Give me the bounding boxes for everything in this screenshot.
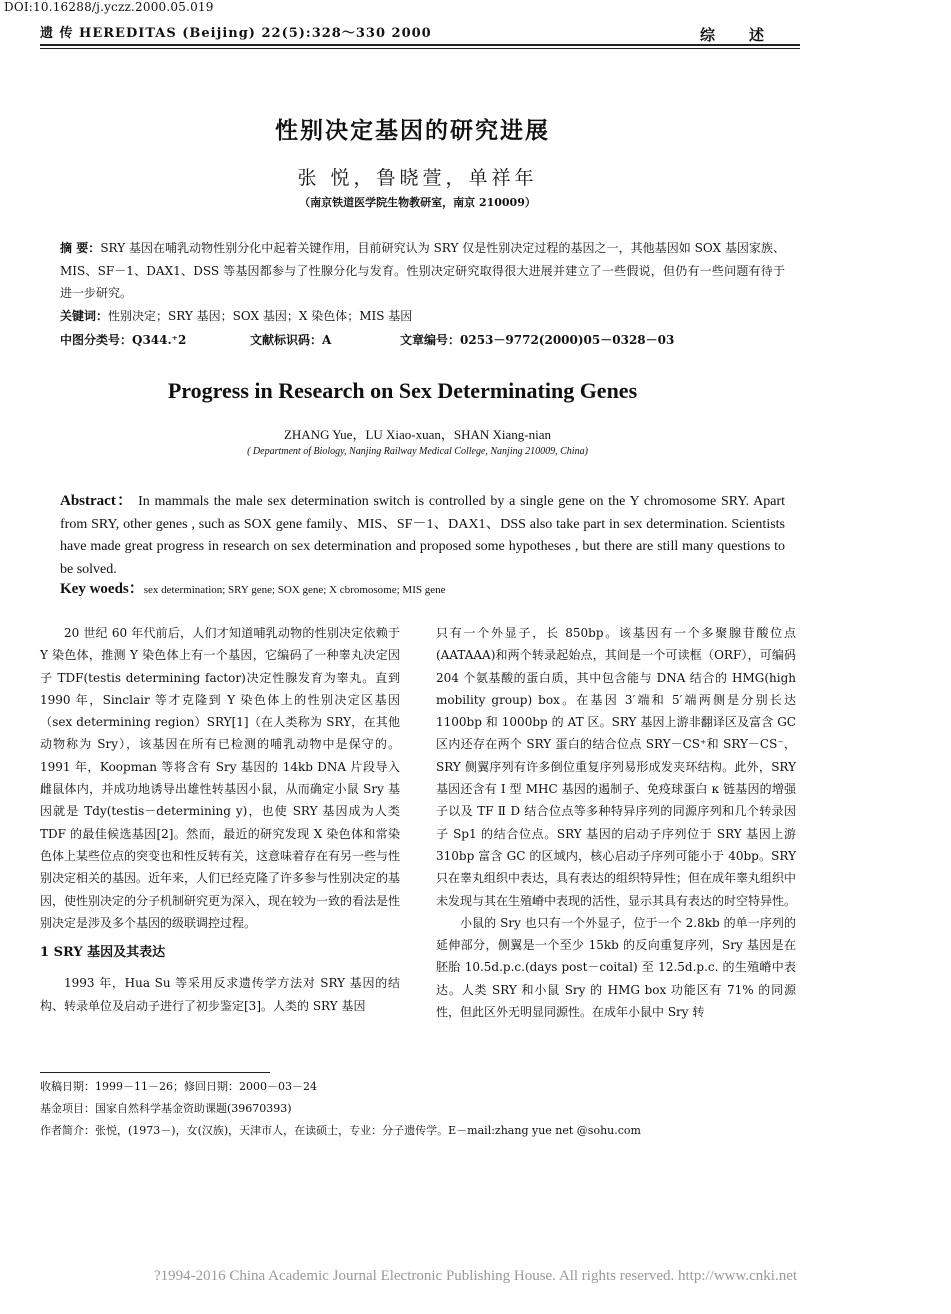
- keywords-en-label: Key woeds：: [60, 581, 144, 597]
- abstract-en-label: Abstract：: [60, 493, 134, 509]
- copyright-line: ?1994-2016 China Academic Journal Electronic Publishing House. All rights reserved. http://www.cnki.net: [153, 1268, 798, 1284]
- affiliation-cn: （南京铁道医学院生物教研室，南京 210009）: [299, 196, 536, 209]
- footnote-fund: 基金项目：国家自然科学基金资助课题(39670393): [40, 1102, 292, 1115]
- keywords-cn: [60, 307, 785, 324]
- abstract-cn: [60, 237, 785, 305]
- article-number: 文章编号：0253－9772(2000)05－0328－03: [400, 333, 675, 347]
- abstract-en-text: In mammals the male sex determination switch is controlled by a single gene on the Y chromosome SRY. Apart from SRY, other genes , such as SOX gene family、MIS、SF－1、DAX1、DSS also take part in sex determination. Scientists have made great progress in research on sex determination and proposed some hypotheses , but there are still many questions to be solved.: [60, 494, 785, 577]
- abstract-en: [60, 490, 785, 581]
- keywords-cn-text: 性别决定；SRY 基因；SOX 基因；X 染色体；MIS 基因: [108, 309, 413, 323]
- abstract-cn-label: 摘 要：: [60, 241, 101, 255]
- abstract-cn-text: SRY 基因在哺乳动物性别分化中起着关键作用，目前研究认为 SRY 仅是性别决定过程的基因之一，其他基因如 SOX 基因家族、MIS、SF－1、DAX1、DSS 等基因都参与了性腺分化与发育。性别决定研究取得很大进展并建立了一些假说，但仍有一些问题有待于进一步研究。: [60, 241, 785, 300]
- keywords-en-text: sex determination; SRY gene; SOX gene; X cbromosome; MIS gene: [143, 584, 446, 596]
- section-heading: 1 SRY 基因及其表达: [40, 945, 166, 961]
- footnote-rule: [40, 1072, 270, 1073]
- header-rule-thin: [40, 48, 800, 49]
- authors-cn: 张 悦，鲁晓萱，单祥年: [297, 167, 538, 189]
- authors-en: ZHANG Yue，LU Xiao-xuan，SHAN Xiang-nian: [283, 427, 552, 442]
- body-paragraph: 20 世纪 60 年代前后，人们才知道哺乳动物的性别决定依赖于 Y 染色体，推测 Y 染色体上有一个基因，它编码了一种睾丸决定因子 TDF(testis determining factor)决定性腺发育为睾丸。直到 1990 年，Sinclair 等才克隆到 Y 染色体上的性别决定区基因（sex determining region）SRY[1]（在人类称为 SRY，在其他动物称为 Sry），该基因在所有已检测的哺乳动物中是保守的。1991 年，Koopman 等将含有 Sry 基因的 14kb DNA 片段导入雌鼠体内，并成功地诱导出雄性转基因小鼠，从而确定小鼠 Sry 基因就是 Tdy(testis－determining y)，也使 SRY 基因成为人类 TDF 的最佳候选基因[2]。然而，最近的研究发现 X 染色体和常染色体上某些位点的突变也和性反转有关，这意味着存在有另一些与性别决定相关的基因。近年来，人们已经克隆了许多参与性别决定的基因，使性别决定的分子机制研究更为深入，现在较为一致的看法是性别决定是涉及多个基因的级联调控过程。: [40, 626, 401, 930]
- running-head: 遗 传 HEREDITAS (Beijing) 22(5):328～330 2000: [40, 26, 432, 41]
- title-cn: 性别决定基因的研究进展: [275, 117, 550, 144]
- section-tag: 综述: [700, 26, 799, 44]
- clc-number: 中图分类号：Q344.⁺2: [60, 333, 187, 347]
- title-en: Progress in Research on Sex Determinating Genes: [167, 378, 638, 403]
- footnote-received: 收稿日期：1999－11－26；修回日期：2000－03－24: [40, 1080, 317, 1093]
- footnote-author: 作者简介：张悦，(1973－)，女(汉族)，天津市人，在读硕士，专业：分子遗传学。E－mail:zhang yue net @sohu.com: [40, 1124, 641, 1137]
- keywords-cn-label: 关键词：: [60, 309, 109, 323]
- header-rule: [40, 44, 800, 46]
- body-column-right: [436, 622, 796, 1023]
- keywords-en: [60, 577, 785, 598]
- affiliation-en: ( Department of Biology, Nanjing Railway Medical College, Nanjing 210009, China): [247, 446, 588, 457]
- body-column-left: [40, 622, 400, 1017]
- doi-line: DOI:10.16288/j.yczz.2000.05.019: [4, 0, 214, 14]
- body-paragraph: 小鼠的 Sry 也只有一个外显子，位于一个 2.8kb 的单一序列的延伸部分，侧翼是一个至少 15kb 的反向重复序列，Sry 基因是在胚胎 10.5d.p.c.(days post－coital) 至 12.5d.p.c. 的生殖嵴中表达。人类 SRY 和小鼠 Sry 的 HMG box 功能区有 71% 的同源性，但此区外无明显同源性。在成年小鼠中 Sry 转: [436, 915, 796, 1020]
- document-code: 文献标识码：A: [250, 333, 332, 347]
- body-paragraph: 1993 年，Hua Su 等采用反求遗传学方法对 SRY 基因的结构、转录单位及启动子进行了初步鉴定[3]。人类的 SRY 基因: [40, 976, 400, 1013]
- body-paragraph: 只有一个外显子，长 850bp。该基因有一个多聚腺苷酸位点(AATAAA)和两个转录起始点，其间是一个可读框（ORF），可编码 204 个氨基酸的蛋白质，其中包含能与 DNA 结合的 HMG(high mobility group) box。在基因 3′端和 5′端两侧是分别长达 1100bp 和 1000bp 的 AT 区。SRY 基因上游非翻译区及富含 GC 区内还存在两个 SRY 蛋白的结合位点 SRY－CS⁺和 SRY－CS⁻，SRY 侧翼序列有许多倒位重复序列易形成发夹环结构。此外，SRY 基因还含有 I 型 MHC 基因的遏制子、免疫球蛋白 κ 链基因的增强子以及 TF Ⅱ D 结合位点等多种特异序列的同源序列和几个转录因子 Sp1 的结合位点。SRY 基因的启动子序列位于 SRY 基因上游 310bp 富含 GC 的区域内，核心启动子序列可能小于 40bp。SRY 只在睾丸组织中表达，具有表达的组织特异性；但在成年睾丸组织中未发现与其在生殖嵴中表现的活性，显示其具有表达的时空特异性。: [436, 626, 797, 908]
